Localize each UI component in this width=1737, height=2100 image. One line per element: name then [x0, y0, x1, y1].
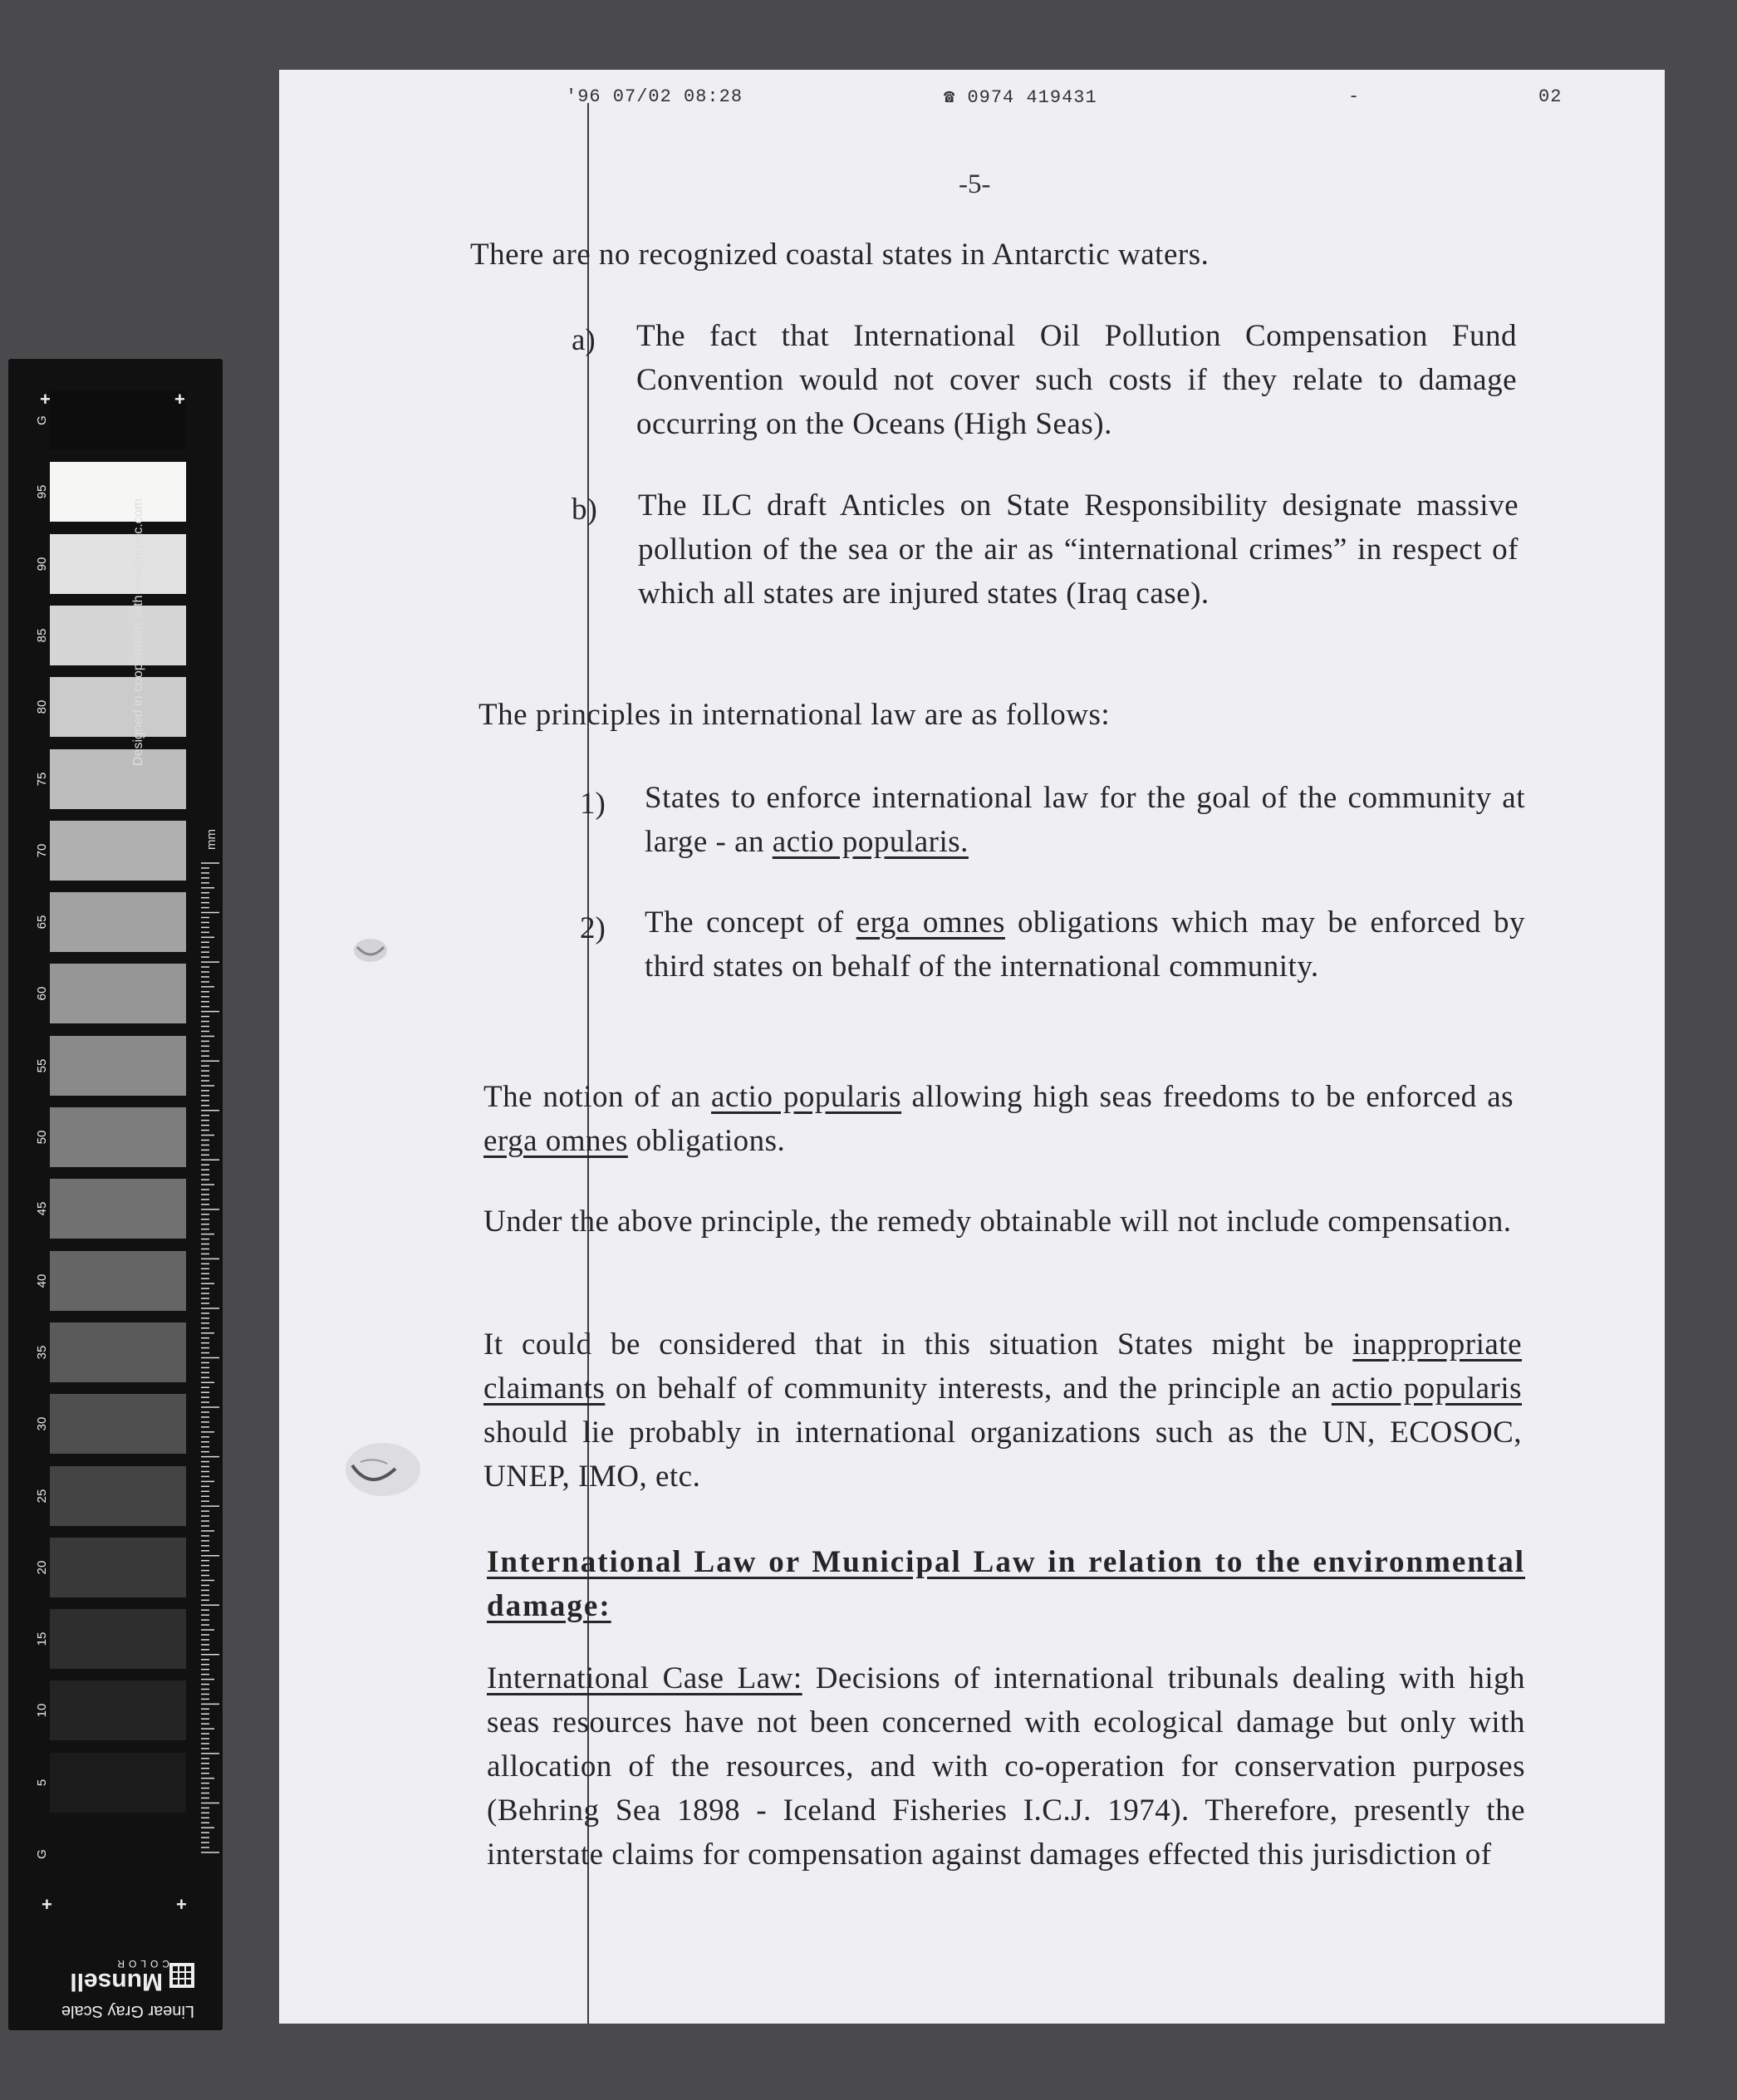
paragraph-principles: The principles in international law are as follows:	[478, 698, 1111, 732]
scale-number: 75	[35, 772, 49, 786]
gray-swatch	[50, 1394, 186, 1454]
item-1-underlined: actio popularis.	[772, 825, 969, 859]
p3-post: obligations.	[627, 1124, 786, 1158]
scale-name: Linear Gray Scale	[61, 2002, 194, 2020]
smudge-mark	[337, 1432, 429, 1507]
munsell-brand	[48, 1937, 206, 2020]
item-2-label: 2)	[580, 911, 606, 945]
paragraph-case-law	[487, 1656, 1525, 1877]
gray-swatch	[50, 1251, 186, 1311]
scale-number: 35	[35, 1345, 49, 1360]
p5-post: should lie probably in international organizations such as the UN, ECOSOC, UNEP, IMO, etc.	[483, 1416, 1522, 1494]
brand-name: Munsell	[70, 1968, 163, 1995]
plus-mark: +	[40, 389, 51, 410]
scale-number: 95	[35, 484, 49, 499]
case-law-text: Decisions of international tribunals dealing with high seas resources have not been concerned with ecological damage but only with allocation of the resources, and with co-operation for conservation purposes (Behring Sea 1898 - Iceland Fisheries I.C.J. 1974). Therefore, presently the interstate claims for compensation against damages effected this jurisdiction of	[487, 1661, 1525, 1872]
item-2-pre: The concept of	[645, 905, 856, 940]
item-b-text: The ILC draft Anticles on State Responsibility designate massive pollution of the sea or the air as “international crimes” in respect of which all states are injured states (Iraq case).	[638, 488, 1519, 611]
gray-swatch	[50, 1824, 186, 1884]
scale-number: 55	[35, 1058, 49, 1073]
gray-swatch	[50, 821, 186, 881]
p3-pre: The notion of an	[483, 1080, 712, 1114]
page-number: -5-	[959, 169, 991, 199]
item-a-label: a)	[572, 323, 596, 357]
smudge-mark	[346, 925, 395, 975]
plus-mark: +	[176, 1894, 187, 1915]
plus-mark: +	[174, 389, 185, 410]
fax-phone: ☎ 0974 419431	[944, 87, 1097, 108]
gray-swatch	[50, 462, 186, 522]
item-2-post: obligations which may be enforced by third states on behalf of the international community.	[645, 905, 1525, 984]
scale-number: 20	[35, 1560, 49, 1575]
munsell-logo-icon	[169, 1963, 194, 1988]
scale-number: 85	[35, 628, 49, 643]
paragraph-actio-popularis	[483, 1075, 1514, 1163]
scale-number: 90	[35, 557, 49, 571]
p5-mid: on behalf of community interests, and the principle an	[605, 1371, 1332, 1406]
ruler-unit: mm	[204, 829, 218, 850]
item-1-text	[645, 776, 1525, 864]
scale-number: 30	[35, 1416, 49, 1431]
scale-number: 65	[35, 915, 49, 930]
gray-swatch	[50, 1466, 186, 1526]
plus-mark: +	[42, 1894, 52, 1915]
gray-swatch	[50, 1609, 186, 1669]
section-heading: International Law or Municipal Law in relation to the environmental damage:	[487, 1545, 1525, 1623]
gray-swatch	[50, 1107, 186, 1167]
item-2-underlined: erga omnes	[856, 905, 1005, 940]
gray-swatch	[50, 1538, 186, 1597]
item-a-text: The fact that International Oil Pollution Compensation Fund Convention would not cover such costs if they relate to damage occurring on the Oceans (High Seas).	[636, 319, 1517, 441]
scale-number: 10	[35, 1704, 49, 1718]
gray-swatch	[50, 1322, 186, 1382]
scale-number: G	[35, 1849, 49, 1859]
case-law-label: International Case Law:	[487, 1661, 802, 1695]
item-2-text	[645, 900, 1525, 989]
gray-swatch	[50, 892, 186, 952]
gray-swatch	[50, 964, 186, 1023]
scale-number: 15	[35, 1631, 49, 1646]
p3-mid: allowing high seas freedoms to be enforced as	[901, 1080, 1514, 1114]
gray-swatch	[50, 1036, 186, 1096]
brand-sub: COLOR	[113, 1958, 169, 1970]
p5-pre: It could be considered that in this situation States might be	[483, 1327, 1353, 1362]
scale-number: 50	[35, 1130, 49, 1145]
p3-underlined-2: erga omnes	[483, 1124, 628, 1158]
gray-swatch	[50, 606, 186, 665]
fax-datetime: '96 07/02 08:28	[566, 86, 743, 107]
strip-credit: Designed in cooperation with imagingetc.com	[131, 498, 145, 766]
scale-number: 60	[35, 987, 49, 1001]
gray-swatch	[50, 1179, 186, 1239]
fax-page: 02	[1538, 86, 1563, 107]
item-1-label: 1)	[580, 787, 606, 821]
scale-number: 5	[35, 1779, 49, 1786]
gray-swatch	[50, 390, 186, 450]
item-1-pre: States to enforce international law for the goal of the community at large - an	[645, 781, 1525, 859]
scale-number: 80	[35, 699, 49, 714]
paragraph-remedy: Under the above principle, the remedy obtainable will not include compensation.	[483, 1205, 1512, 1239]
p5-underlined-2: actio popularis	[1331, 1371, 1522, 1406]
paragraph-coastal-states: There are no recognized coastal states in Antarctic waters.	[470, 238, 1210, 272]
mm-ruler	[201, 861, 221, 1854]
gray-swatch	[50, 534, 186, 594]
scale-number: 40	[35, 1273, 49, 1288]
gray-swatch	[50, 677, 186, 737]
scale-number: 45	[35, 1201, 49, 1216]
p3-underlined-1: actio popularis	[711, 1080, 902, 1114]
fax-dash: -	[1348, 86, 1361, 107]
document-page	[279, 70, 1665, 2024]
scale-number: 25	[35, 1489, 49, 1503]
scale-number: G	[35, 415, 49, 425]
p5-underlined-1: inappropriate claimants	[483, 1327, 1522, 1406]
scale-number: 70	[35, 843, 49, 858]
item-b-label: b)	[572, 493, 597, 527]
gray-swatch	[50, 1680, 186, 1740]
gray-swatch	[50, 749, 186, 809]
gray-swatch	[50, 1753, 186, 1813]
gray-scale-strip	[8, 359, 223, 2030]
paragraph-claimants	[483, 1322, 1522, 1499]
